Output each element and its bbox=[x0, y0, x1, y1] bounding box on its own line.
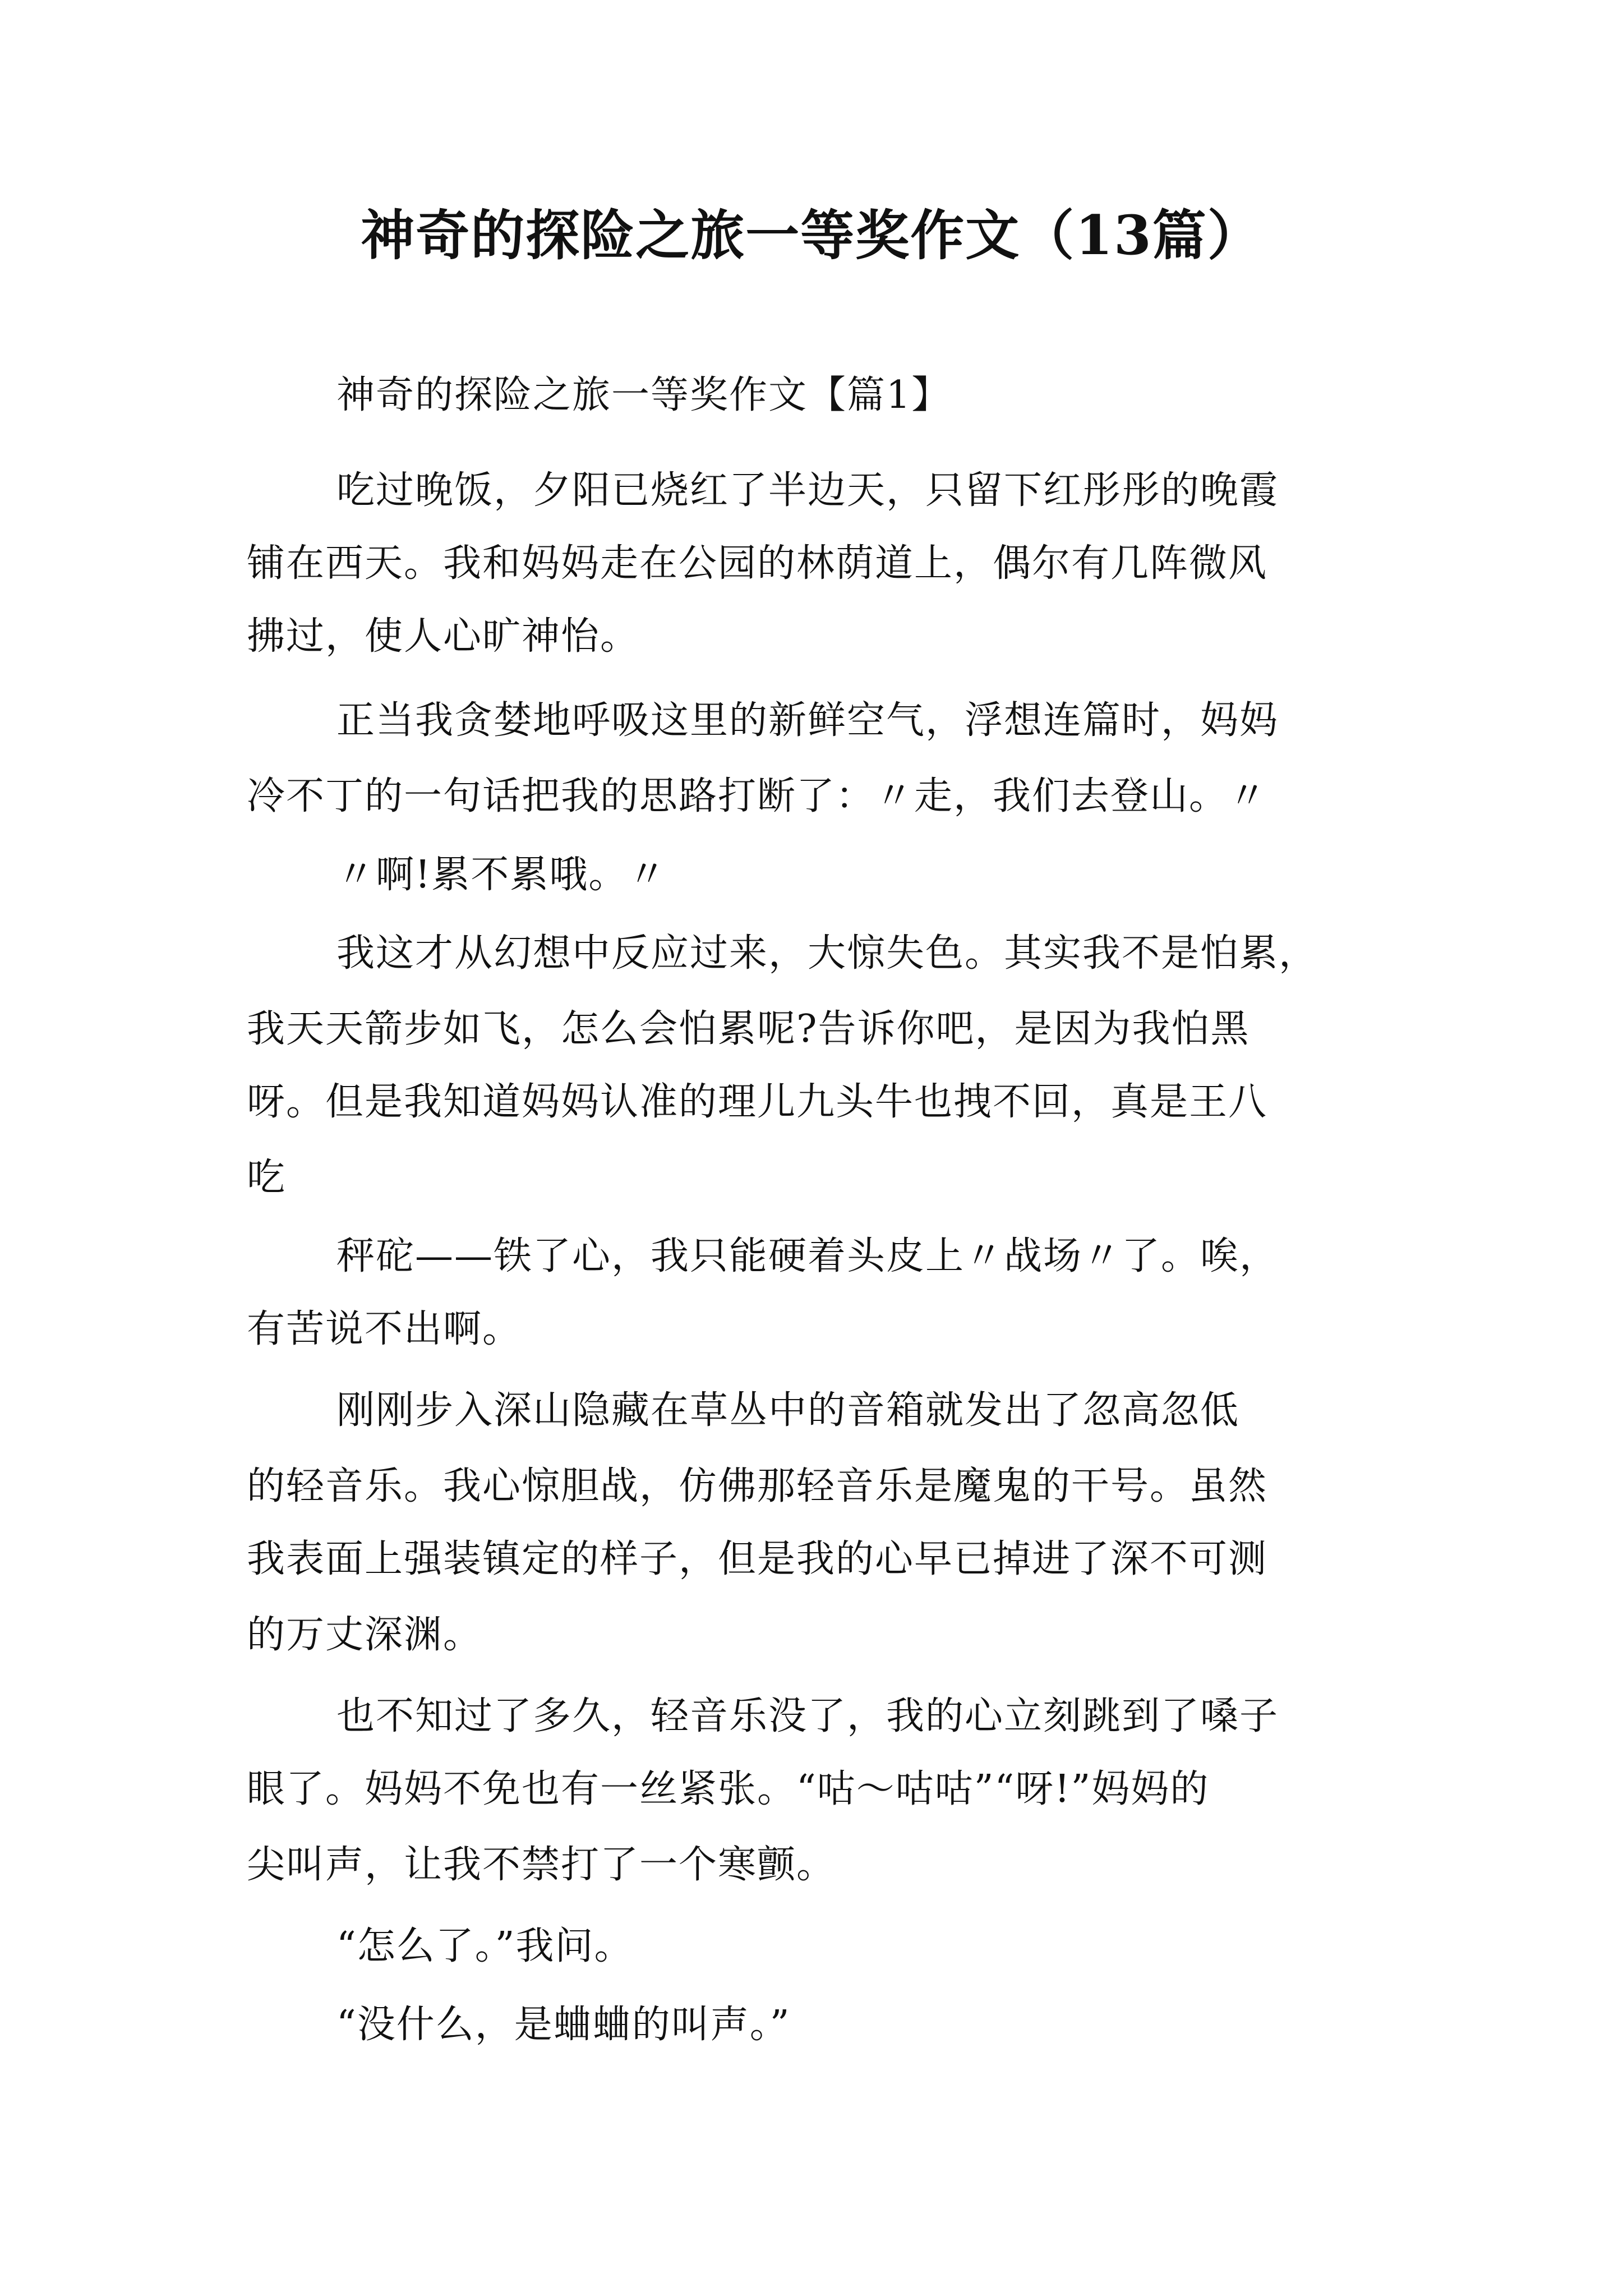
paragraph-line: 铺在西天。我和妈妈走在公园的林荫道上，偶尔有几阵微风 bbox=[247, 541, 1268, 586]
paragraph-line: 冷不丁的一句话把我的思路打断了：〃走，我们去登山。〃 bbox=[247, 774, 1268, 818]
paragraph-line: 有苦说不出啊。 bbox=[247, 1307, 522, 1351]
paragraph-line: 呀。但是我知道妈妈认准的理儿九头牛也拽不回，真是王八 bbox=[247, 1080, 1268, 1124]
section-heading: 神奇的探险之旅一等奖作文【篇1】 bbox=[336, 373, 951, 417]
paragraph-line: 拂过，使人心旷神怡。 bbox=[247, 614, 640, 659]
paragraph-line: 我天天箭步如飞，怎么会怕累呢?告诉你吧，是因为我怕黑 bbox=[247, 1007, 1250, 1051]
document-title: 神奇的探险之旅一等奖作文（13篇） bbox=[361, 204, 1262, 267]
paragraph-line: 我这才从幻想中反应过来，大惊失色。其实我不是怕累， bbox=[336, 931, 1318, 976]
paragraph-line: 也不知过了多久，轻音乐没了，我的心立刻跳到了嗓子 bbox=[336, 1694, 1279, 1738]
paragraph-line: 的轻音乐。我心惊胆战，仿佛那轻音乐是魔鬼的干号。虽然 bbox=[247, 1464, 1268, 1508]
paragraph-line: 秤砣——铁了心，我只能硬着头皮上〃战场〃了。唉， bbox=[336, 1234, 1279, 1278]
paragraph-line: 吃过晚饭，夕阳已烧红了半边天，只留下红彤彤的晚霞 bbox=[336, 468, 1279, 513]
paragraph-line: 眼了。妈妈不免也有一丝紧张。“咕～咕咕”“呀!”妈妈的 bbox=[247, 1767, 1210, 1811]
paragraph-line: “没什么，是蛐蛐的叫声。” bbox=[336, 2003, 791, 2047]
paragraph-line: 正当我贪婪地呼吸这里的新鲜空气，浮想连篇时，妈妈 bbox=[336, 698, 1279, 743]
paragraph-line: 吃 bbox=[247, 1156, 287, 1200]
paragraph-line: 尖叫声，让我不禁打了一个寒颤。 bbox=[247, 1843, 836, 1887]
paragraph-line: “怎么了。”我问。 bbox=[336, 1924, 634, 1968]
paragraph-line: 的万丈深渊。 bbox=[247, 1613, 483, 1657]
paragraph-line: 我表面上强装镇定的样子，但是我的心早已掉进了深不可测 bbox=[247, 1537, 1268, 1581]
paragraph-line: 刚刚步入深山隐藏在草丛中的音箱就发出了忽高忽低 bbox=[336, 1388, 1240, 1433]
paragraph-line: 〃啊!累不累哦。〃 bbox=[336, 853, 667, 897]
